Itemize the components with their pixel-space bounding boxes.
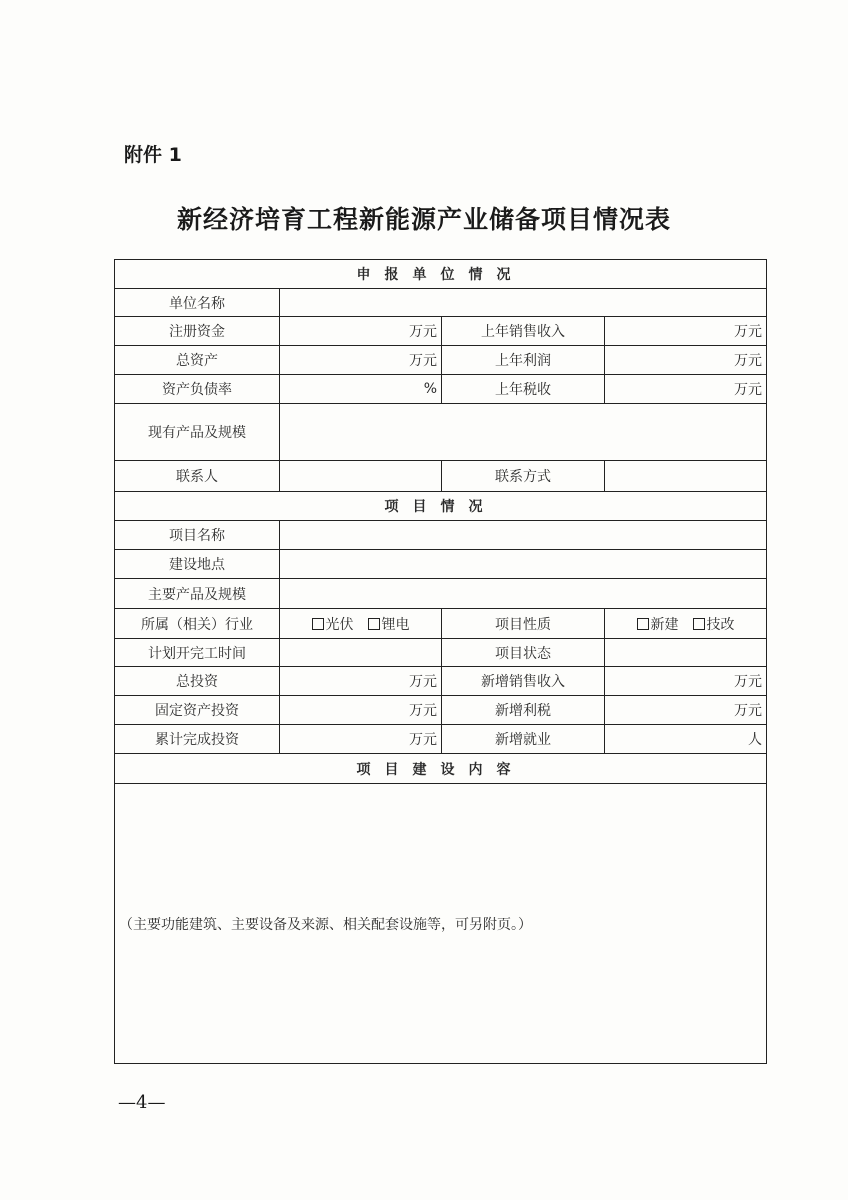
label-project-status: 项目状态 xyxy=(442,639,605,667)
field-last-year-tax[interactable]: 万元 xyxy=(605,375,767,404)
field-total-assets[interactable]: 万元 xyxy=(280,346,442,375)
label-industry: 所属（相关）行业 xyxy=(115,609,280,639)
checkbox-upgrade[interactable] xyxy=(693,614,735,634)
label-last-year-profit: 上年利润 xyxy=(442,346,605,375)
field-debt-ratio[interactable]: % xyxy=(280,375,442,404)
label-last-year-sales: 上年销售收入 xyxy=(442,317,605,346)
field-contact-person[interactable] xyxy=(280,461,442,492)
field-total-investment[interactable]: 万元 xyxy=(280,667,442,696)
checkbox-new-build[interactable] xyxy=(637,614,679,634)
label-project-nature: 项目性质 xyxy=(442,609,605,639)
field-registered-capital[interactable]: 万元 xyxy=(280,317,442,346)
checkbox-icon xyxy=(637,618,649,630)
field-main-products[interactable] xyxy=(280,579,767,609)
label-debt-ratio: 资产负债率 xyxy=(115,375,280,404)
field-project-status[interactable] xyxy=(605,639,767,667)
label-contact-method: 联系方式 xyxy=(442,461,605,492)
checkbox-icon xyxy=(368,618,380,630)
label-total-assets: 总资产 xyxy=(115,346,280,375)
field-project-nature xyxy=(605,609,767,639)
label-last-year-tax: 上年税收 xyxy=(442,375,605,404)
field-last-year-sales[interactable]: 万元 xyxy=(605,317,767,346)
field-new-jobs[interactable]: 人 xyxy=(605,725,767,754)
label-registered-capital: 注册资金 xyxy=(115,317,280,346)
field-schedule[interactable] xyxy=(280,639,442,667)
label-cumulative-investment: 累计完成投资 xyxy=(115,725,280,754)
label-new-profit-tax: 新增利税 xyxy=(442,696,605,725)
field-unit-name[interactable] xyxy=(280,289,767,317)
checkbox-lithium[interactable] xyxy=(368,614,410,634)
field-new-sales[interactable]: 万元 xyxy=(605,667,767,696)
label-main-products: 主要产品及规模 xyxy=(115,579,280,609)
field-project-name[interactable] xyxy=(280,521,767,550)
field-industry xyxy=(280,609,442,639)
section-heading-construction: 项目建设内容 xyxy=(115,754,767,784)
field-location[interactable] xyxy=(280,550,767,579)
section-heading-applicant: 申报单位情况 xyxy=(115,260,767,289)
label-new-jobs: 新增就业 xyxy=(442,725,605,754)
label-contact-person: 联系人 xyxy=(115,461,280,492)
page-number: —4— xyxy=(118,1092,166,1113)
field-new-profit-tax[interactable]: 万元 xyxy=(605,696,767,725)
field-fixed-investment[interactable]: 万元 xyxy=(280,696,442,725)
option-upgrade: 技改 xyxy=(706,616,735,633)
field-construction-content[interactable]: （主要功能建筑、主要设备及来源、相关配套设施等，可另附页。） xyxy=(115,784,767,1064)
option-photovoltaic: 光伏 xyxy=(325,616,354,633)
label-products-scale: 现有产品及规模 xyxy=(115,404,280,461)
field-contact-method[interactable] xyxy=(605,461,767,492)
label-location: 建设地点 xyxy=(115,550,280,579)
option-new-build: 新建 xyxy=(650,616,679,633)
label-total-investment: 总投资 xyxy=(115,667,280,696)
checkbox-photovoltaic[interactable] xyxy=(312,614,354,634)
section-heading-project: 项目情况 xyxy=(115,492,767,521)
project-info-form xyxy=(114,259,767,1064)
checkbox-icon xyxy=(693,618,705,630)
label-new-sales: 新增销售收入 xyxy=(442,667,605,696)
option-lithium: 锂电 xyxy=(381,616,410,633)
page-title: 新经济培育工程新能源产业储备项目情况表 xyxy=(176,205,671,234)
label-schedule: 计划开完工时间 xyxy=(115,639,280,667)
label-unit-name: 单位名称 xyxy=(115,289,280,317)
field-products-scale[interactable] xyxy=(280,404,767,461)
field-cumulative-investment[interactable]: 万元 xyxy=(280,725,442,754)
label-fixed-investment: 固定资产投资 xyxy=(115,696,280,725)
checkbox-icon xyxy=(312,618,324,630)
label-project-name: 项目名称 xyxy=(115,521,280,550)
attachment-label: 附件 1 xyxy=(124,144,182,166)
field-last-year-profit[interactable]: 万元 xyxy=(605,346,767,375)
